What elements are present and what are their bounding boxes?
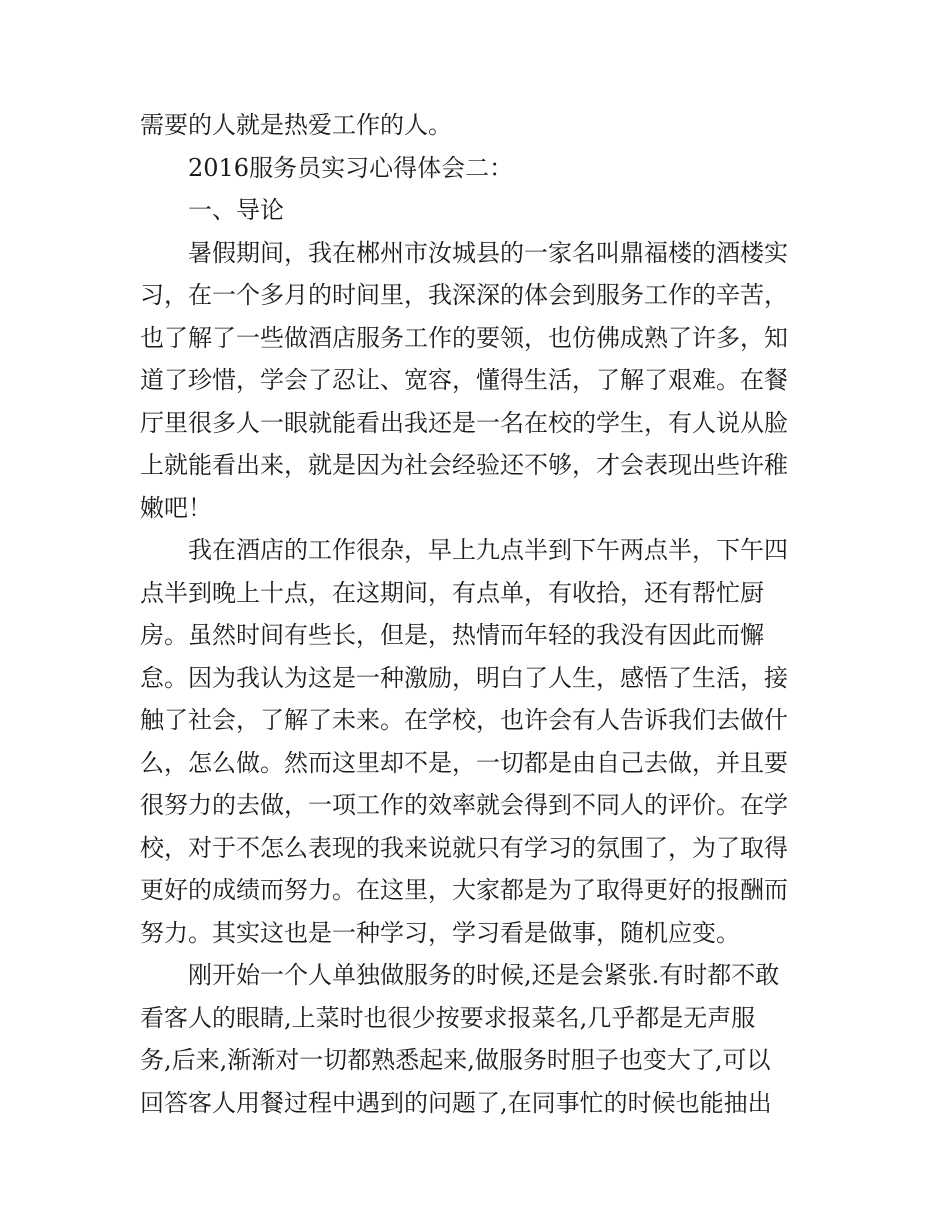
text-line: 需要的人就是热爱工作的人。 xyxy=(140,111,452,139)
text-line: 很努力的去做，一项工作的效率就会得到不同人的评价。在学 xyxy=(140,791,788,819)
text-line: 看客人的眼睛,上菜时也很少按要求报菜名,几乎都是无声服 xyxy=(140,1003,756,1032)
section-heading: 一、导论 xyxy=(188,196,284,224)
text-line: 我在酒店的工作很杂，早上九点半到下午两点半，下午四 xyxy=(188,536,788,564)
text-line: 暑假期间，我在郴州市汝城县的一家名叫鼎福楼的酒楼实 xyxy=(188,238,788,267)
text-line: 努力。其实这也是一种学习，学习看是做事，随机应变。 xyxy=(140,918,740,947)
text-line: 刚开始一个人单独做服务的时候,还是会紧张.有时都不敢 xyxy=(188,961,780,989)
text-line: 上就能看出来，就是因为社会经验还不够，才会表现出些许稚 xyxy=(140,451,788,479)
text-line: 厅里很多人一眼就能看出我还是一名在校的学生，有人说从脸 xyxy=(140,408,788,437)
text-line: 习，在一个多月的时间里，我深深的体会到服务工作的辛苦， xyxy=(140,281,788,309)
text-line: 校，对于不怎么表现的我来说就只有学习的氛围了，为了取得 xyxy=(140,833,788,862)
text-line: 道了珍惜，学会了忍让、宽容，懂得生活，了解了艰难。在餐 xyxy=(140,366,788,394)
text-line: 点半到晚上十点，在这期间，有点单，有收拾，还有帮忙厨 xyxy=(140,578,764,607)
text-line: 更好的成绩而努力。在这里，大家都是为了取得更好的报酬而 xyxy=(140,876,788,904)
text-line: 怠。因为我认为这是一种激励，明白了人生，感悟了生活，接 xyxy=(140,663,788,692)
text-line: 嫩吧！ xyxy=(140,493,212,522)
text-line: 也了解了一些做酒店服务工作的要领，也仿佛成熟了许多，知 xyxy=(140,323,788,352)
text-line: 触了社会，了解了未来。在学校，也许会有人告诉我们去做什 xyxy=(140,706,788,734)
text-line: 回答客人用餐过程中遇到的问题了,在同事忙的时候也能抽出 xyxy=(140,1088,772,1117)
text-line: 房。虽然时间有些长，但是，热情而年轻的我没有因此而懈 xyxy=(140,621,764,649)
document-body xyxy=(140,104,812,1124)
text-line: 么，怎么做。然而这里却不是，一切都是由自己去做，并且要 xyxy=(140,748,788,777)
text-line: 务,后来,渐渐对一切都熟悉起来,做服务时胆子也变大了,可以 xyxy=(140,1046,771,1074)
section-title: 2016服务员实习心得体会二： xyxy=(188,153,514,182)
